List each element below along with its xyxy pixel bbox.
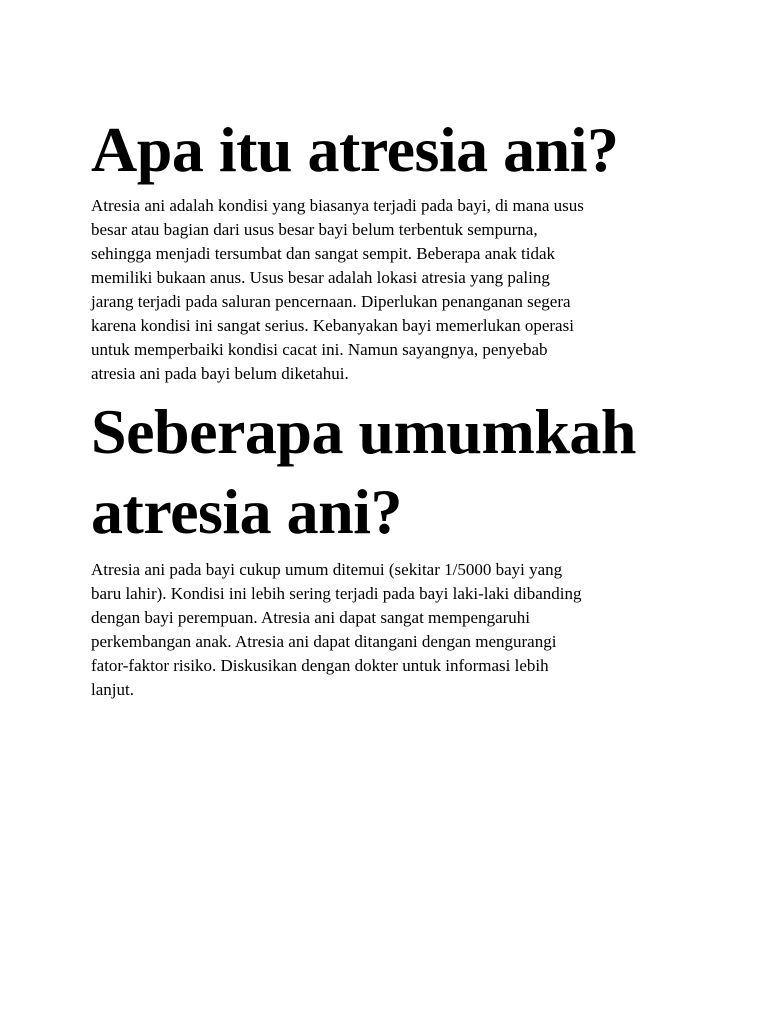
- document-page: [91, 110, 691, 702]
- paragraph-line: perkembangan anak. Atresia ani dapat ditangani dengan mengurangi: [91, 632, 557, 651]
- paragraph-line: lanjut.: [91, 680, 134, 699]
- section-heading-what-is: Apa itu atresia ani?: [91, 114, 619, 185]
- paragraph-line: sehingga menjadi tersumbat dan sangat sempit. Beberapa anak tidak: [91, 244, 556, 263]
- section-heading-how-common: [91, 392, 691, 552]
- paragraph-line: jarang terjadi pada saluran pencernaan. Diperlukan penanganan segera: [91, 292, 571, 311]
- paragraph-line: fator-faktor risiko. Diskusikan dengan dokter untuk informasi lebih: [91, 656, 549, 675]
- paragraph-line: untuk memperbaiki kondisi cacat ini. Namun sayangnya, penyebab: [91, 340, 548, 359]
- section-paragraph-how-common: [91, 558, 686, 702]
- paragraph-line: memiliki bukaan anus. Usus besar adalah lokasi atresia yang paling: [91, 268, 550, 287]
- paragraph-line: besar atau bagian dari usus besar bayi belum terbentuk sempurna,: [91, 220, 538, 239]
- paragraph-line: karena kondisi ini sangat serius. Kebanyakan bayi memerlukan operasi: [91, 316, 574, 335]
- paragraph-line: dengan bayi perempuan. Atresia ani dapat sangat mempengaruhi: [91, 608, 531, 627]
- paragraph-line: baru lahir). Kondisi ini lebih sering terjadi pada bayi laki-laki dibanding: [91, 584, 582, 603]
- paragraph-line: Atresia ani pada bayi cukup umum ditemui (sekitar 1/5000 bayi yang: [91, 560, 563, 579]
- paragraph-line: atresia ani pada bayi belum diketahui.: [91, 364, 349, 383]
- heading-line: Seberapa umumkah: [91, 396, 636, 467]
- heading-line: atresia ani?: [91, 476, 403, 547]
- paragraph-line: Atresia ani adalah kondisi yang biasanya terjadi pada bayi, di mana usus: [91, 196, 584, 215]
- section-paragraph-what-is: [91, 194, 686, 386]
